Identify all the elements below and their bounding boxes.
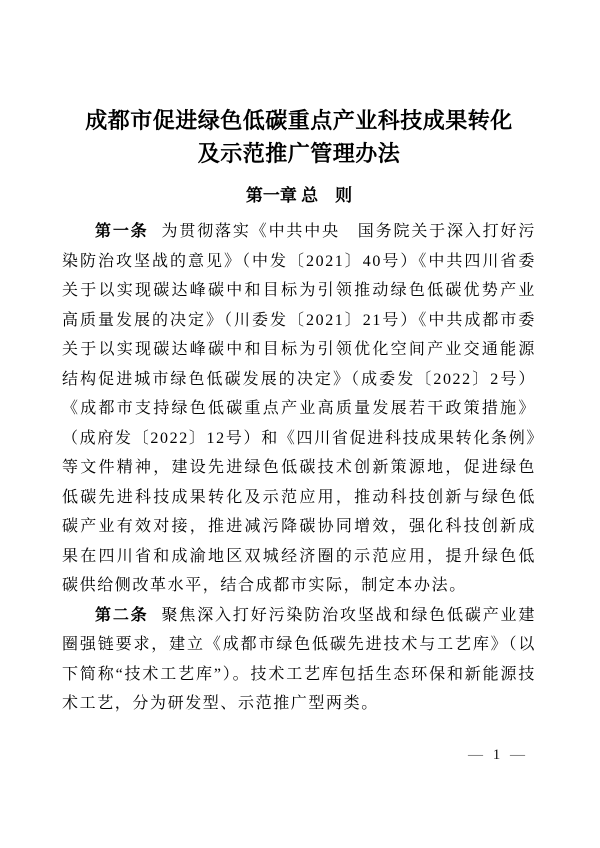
article-2-number: 第二条: [95, 606, 149, 624]
page-number-value: 1: [492, 747, 501, 763]
article-1-number: 第一条: [95, 223, 149, 240]
document-title-line2: 及示范推广管理办法: [197, 141, 401, 166]
article-2-text: 聚焦深入打好污染防治攻坚战和绿色低碳产业建圈强链要求，建立《成都市绿色低碳先进技术与工艺库》（以下简称“技术工艺库”）。技术工艺库包括生态环保和新能源技术工艺，分为研发型、示范推广型两类。: [62, 606, 536, 712]
document-title: [62, 104, 536, 170]
page-number-right-dash: —: [510, 747, 525, 763]
document-body: [62, 217, 536, 719]
page-number-left-dash: —: [468, 747, 483, 763]
article-1-text: 为贯彻落实《中共中央 国务院关于深入打好污染防治攻坚战的意见》（中发〔2021〕40号）《中共四川省委关于以实现碳达峰碳中和目标为引领推动绿色低碳优势产业高质量发展的决定》（川委发〔2021〕21号）《中共成都市委关于以实现碳达峰碳中和目标为引领优化空间产业交通能源结构促进城市绿色低碳发展的决定》（成委发〔2022〕2号）《成都市支持绿色低碳重点产业高质量发展若干政策措施》（成府发〔2022〕12号）和《四川省促进科技成果转化条例》等文件精神，建设先进绿色低碳技术创新策源地，促进绿色低碳先进科技成果转化及示范应用，推动科技创新与绿色低碳产业有效对接，推进减污降碳协同增效，强化科技创新成果在四川省和成渝地区双城经济圈的示范应用，提升绿色低碳供给侧改革水平，结合成都市实际，制定本办法。: [62, 223, 536, 594]
chapter-heading: 第一章 总 则: [245, 186, 353, 205]
article-1-paragraph: [62, 217, 536, 601]
article-2-paragraph: [62, 601, 536, 719]
document-title-line1: 成都市促进绿色低碳重点产业科技成果转化: [85, 108, 513, 133]
document-content: [62, 0, 536, 719]
page-number: [462, 746, 531, 764]
